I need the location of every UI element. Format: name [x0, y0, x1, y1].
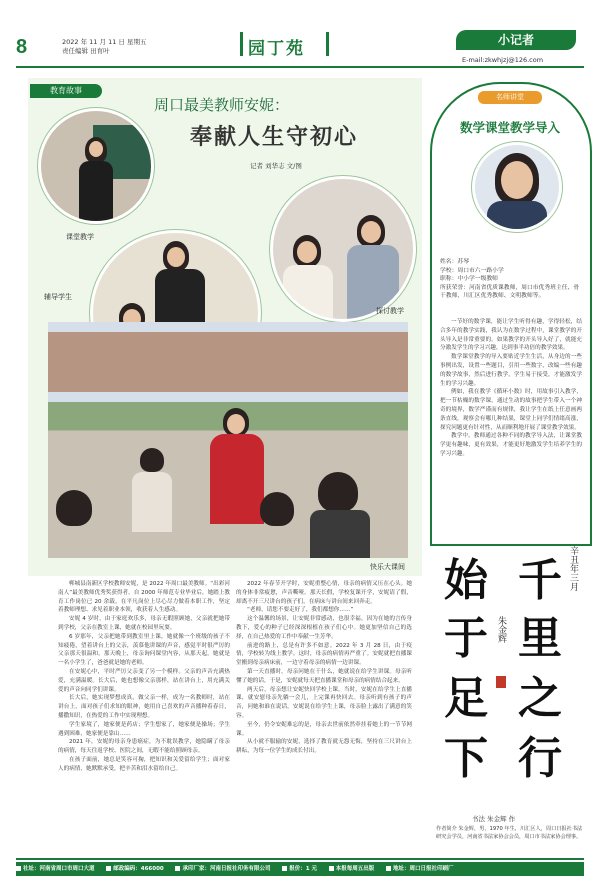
story-paragraph: 2022 年春节开学时，安妮重整心情，母亲的病情又压在心头。她的身体非常疲惫，声音嘶哑。那天长假，学校复课开学，安妮请了假，却离不开三尺讲台的孩子们，在病床与讲台间来回奔走。 — [236, 581, 412, 605]
teacher-face — [89, 141, 103, 157]
side-paragraph: 一节好的数学课，能让学生听得有趣，学得轻松，结合多年的教学实践，我认为在数学过程中，课堂教学的开头导入是非常重要的。如果教学的开头导入好了，就能充分激发学生的学习兴趣，达到事半功倍的教学效果。 — [440, 319, 582, 352]
header-divider — [16, 66, 584, 68]
footer-item: 报价：1 元 — [282, 866, 317, 872]
bio-text: 朱金辉，男，1970 年生，川汇区人，周口日报社书法研究会学员，河南省书法家协会会员，周口市书法家协会理事。 — [436, 826, 583, 840]
calli-char: 于 — [444, 613, 488, 664]
child-body-2 — [310, 510, 370, 558]
date-line — [62, 38, 146, 56]
calli-char: 下 — [444, 733, 488, 784]
story-headline: 奉献人生守初心 — [190, 124, 359, 150]
reporter-badge: 小记者 — [456, 30, 576, 50]
story-paragraph: 6 岁那年，父亲把她带到教室里上课，她就像一个班级的孩子不知疲倦，望着讲台上的父亲，羡慕他讲课的声音，感觉平时很严厉的父亲那天很温和。那天晚上，母亲询问课堂内容，从那天起，她就是一名小学生了，爸爸就是她的老师。 — [58, 633, 230, 667]
author-info — [440, 258, 582, 301]
calli-char: 足 — [444, 673, 488, 724]
label-tutoring: 辅导学生 — [44, 293, 72, 301]
teacher-face-2 — [227, 414, 245, 434]
label-classroom: 课堂教学 — [66, 233, 94, 241]
page-number: 8 — [16, 36, 28, 58]
calli-char: 千 — [518, 555, 562, 606]
story-paragraph: 2021 年，安妮的母亲身患癌症，为不耽误教学，她隐瞒了母亲的病情，每天往返学校、医院之间，无暇不能给照顾母亲。 — [58, 739, 230, 755]
story-paragraph: 长大后，她实现梦想成真，做父亲一样，成为一名教师时，站在讲台上，面对孩子们求知的眼神，她用自己喜欢的声音播种着春日，播撒知识，在热爱的工作中实现理想。 — [58, 695, 230, 719]
portrait-body — [487, 201, 547, 231]
calli-char: 始 — [444, 555, 488, 606]
column-bar-right — [326, 32, 329, 56]
date-text: 2022 年 11 月 11 日 星期五 — [62, 38, 147, 46]
editor-text: 责任编辑 田育叶 — [62, 47, 110, 55]
child-hair-2 — [318, 472, 358, 512]
colleague-body — [283, 265, 333, 319]
story-column-1 — [58, 580, 230, 852]
author-line: 所获荣誉：河南省优质课教师，周口市优秀班主任、骨干教师，川汇区优秀教师、文明教师等。 — [440, 284, 580, 300]
footer-item: 地址：周口日报社印刷厂 — [386, 866, 454, 872]
story-paragraph: 前进的路上，总是有许多不如意。2022 年 3 月 28 日，由于疫情，学校转为线上教学。这时，母亲的病情再严重了。安妮就把直播课堂搬到母亲病床前，一边守着母亲的病情一边讲课。 — [236, 642, 412, 667]
tutor-face — [167, 247, 185, 267]
child-hair-3 — [56, 490, 92, 526]
story-kicker: 周口最美教师安妮： — [154, 96, 290, 114]
footer-item: 邮政编码：466000 — [106, 866, 163, 872]
footer-divider — [16, 858, 584, 860]
bio-title: 作者简介 — [436, 826, 457, 832]
story-column-2 — [236, 580, 412, 852]
story-paragraph: 在安妮心中，平时严厉父亲变了另一个模样。父亲的声音充满热爱，充满温暖。长大后，她也想像父亲那样，站在讲台上，用充满关爱的声音向同学们讲课。 — [58, 668, 230, 693]
story-paragraph: 在孩子面前，她总是笑容可掬，把知识和关爱留给学生；面对家人的病情，她默默承受，把辛苦和泪水留给自己。 — [58, 756, 230, 772]
calligraphy-caption: 书法 朱金辉 作 — [472, 815, 516, 823]
story-byline: 记者 刘华志 文/图 — [250, 162, 302, 170]
author-line: 学校：周口市六一路小学 — [440, 267, 504, 274]
story-paragraph: 第一天直播时，母亲问她在干什么，她就说在给学生讲课。母亲听懂了她的话，于是，安妮就每天把直播课堂和母亲的病情结合起来。 — [236, 668, 412, 684]
author-line: 姓名：苏琴 — [440, 259, 469, 265]
bullet-icon — [16, 866, 21, 871]
story-paragraph: 这个温馨的场景，让安妮非常感动，也很幸福。因为在她的言传身教下，爱心的种子已经深深根植在孩子们心中。她更加坚信自己的选择，在自己热爱的工作中奉献一生芳华。 — [236, 616, 412, 640]
calli-signature: 朱金辉 — [496, 616, 506, 643]
side-title: 数学课堂教学导入 — [459, 120, 560, 135]
bullet-icon — [175, 866, 180, 871]
calli-char: 之 — [518, 673, 562, 724]
footer-bar — [16, 862, 584, 876]
school-building — [48, 332, 408, 392]
column-title: 园丁苑 — [248, 39, 305, 59]
classroom-photo — [38, 108, 154, 224]
footer-item: 社址：河南省周口市周口大道 — [16, 866, 95, 872]
side-paragraph: 例如，我在教学《循环小数》时，用故事引入教学，把一节枯燥的数学课，通过生动的故事把学生带入一个神奇的境界，数学严谨而有规律，我让学生在纸上任意画两条直线，观察会有哪几种结果，课堂上同学们情绪高涨，探究问题更有针对性，从而顺利地开展了课堂教学效果。 — [440, 389, 582, 431]
story-tag: 教育故事 — [30, 84, 102, 98]
seal-stamp — [496, 676, 506, 688]
story-paragraph: 安妮 4 岁时，由于家庭欢乐多，母亲无暇照顾她，父亲就把她带到学校，父亲在教室上课，她就在校园里玩耍。 — [58, 616, 230, 631]
portrait-face — [501, 161, 533, 199]
child-hair-1 — [140, 448, 164, 472]
playground-photo — [48, 322, 408, 558]
email-address: E-mail:zkwhjzj@126.com — [462, 56, 544, 64]
story-paragraph: “老师，请您不要走好了，我们都想你……” — [247, 607, 354, 614]
author-portrait — [472, 142, 562, 232]
side-paragraph: 数学课堂教学的导入要贴近学生生活，从身边的一些事例出发，设置一些题目，引用一些数字，改编一些有趣的数学故事，然后进行教学，学生易于接受，才能激发学生的学习兴趣。 — [440, 354, 582, 387]
story-paragraph: 两天后，母亲想让安妮快回学校上课。当时，安妮在给学生上直播课，就安慰母亲先躺一会儿，上完课再快回去。母亲听到有孩子的声音，问她和谁在说话。安妮说在给学生上课，母亲脸上露出了满意的笑容。 — [236, 686, 412, 719]
teacher-red-coat — [210, 434, 264, 524]
child-hair-4 — [260, 492, 294, 526]
teacher-body — [79, 161, 113, 221]
story-paragraph: 至今，仍令安妮难忘的是，母亲去世前依然牵挂着她上的一节节网课。 — [236, 721, 412, 737]
colleague-face — [297, 241, 317, 263]
research-photo — [270, 176, 416, 322]
author-line: 职称：中小学一级教师 — [440, 276, 498, 283]
bullet-icon — [282, 866, 287, 871]
child-body-1 — [132, 472, 172, 532]
story-paragraph: 郸城县南新区学校教师安妮，是 2022 年周口最美教师。“出彩河南人”最美教师优秀奖获得者。自 2000 年师范专业毕业后，她踏上教育工作岗位已 20 余载。在平凡岗位上尽心尽力做着本职工作，坚定着教师理想、求见着职业本领，收获着人生感动。 — [58, 581, 230, 614]
anni-face — [361, 221, 381, 243]
story-paragraph: 学生家境了，她家便是药店；学生想家了，她家便是操场；学生遇到困难，她家便是靠山…… — [58, 721, 230, 737]
column-bar-left — [240, 32, 243, 56]
side-paragraph: 教学中，教师通过各种不同的教学导入法，让课堂教学更有趣味，更有效果，才能更好地激发学生培养学生的学习兴趣。 — [440, 433, 582, 457]
side-body — [440, 318, 582, 459]
footer-item: 承印厂家：河南日报社印务有限公司 — [175, 866, 270, 872]
label-research: 探讨教学 — [376, 307, 404, 315]
calli-inscription: 辛丑年三月 — [568, 546, 578, 591]
bullet-icon — [329, 866, 334, 871]
side-tag: 名师讲堂 — [478, 91, 542, 104]
bullet-icon — [106, 866, 111, 871]
calli-char: 里 — [518, 613, 562, 664]
story-paragraph: 从小就不服输的安妮，选择了教育就无怨无悔，坚持在三尺讲台上耕耘，为每一位学生的成长付出。 — [236, 739, 412, 755]
calligrapher-bio — [436, 826, 584, 841]
label-happy: 快乐大课间 — [370, 563, 405, 571]
bullet-icon — [386, 866, 391, 871]
footer-item: 本报每周五出版 — [329, 866, 375, 872]
calli-char: 行 — [518, 733, 562, 784]
calligraphy-panel — [430, 540, 588, 810]
